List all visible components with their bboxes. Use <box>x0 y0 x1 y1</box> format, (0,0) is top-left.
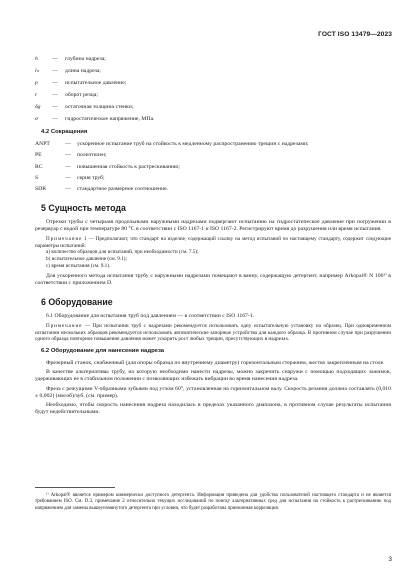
section-6-paragraph: Необходимо, чтобы скорость нанесения надреза находилась в пределах указанного диапазона, в противном случае результаты испытания будут недействительными. <box>35 401 391 416</box>
symbol: h <box>35 56 38 62</box>
abbreviation: ANPT <box>35 140 50 147</box>
symbol-row <box>35 116 391 123</box>
dash: — <box>65 186 71 193</box>
symbol: δg <box>35 104 41 111</box>
footnote-divider <box>35 487 115 488</box>
note-label: Примечание <box>46 236 83 243</box>
dash: — <box>52 80 58 87</box>
symbol: p <box>35 80 38 87</box>
symbol-description: оборот резца; <box>65 92 98 99</box>
symbol-row <box>35 56 391 63</box>
symbol: lₙ <box>35 68 39 75</box>
symbol: σ <box>35 116 38 123</box>
symbol-description: глубина надреза; <box>65 56 106 62</box>
section-6-paragraph: В качестве альтернативы трубу, на которую необходимо нанести надрезы, можно закрепить снаружи с помощью подходящих зажимов, удерживающих ее в стабильном положении с позволяющих избежать вибрации во время нанесения надреза. <box>35 369 391 383</box>
section-6-2-heading: 6.2 Оборудование для нанесения надреза <box>41 347 165 354</box>
abbreviation-description: ускоренное испытание труб на стойкость к медленному распространению трещин с надрезами; <box>77 140 309 147</box>
abbreviation-description: серия труб; <box>77 174 105 181</box>
abbreviation: SDR <box>35 186 47 193</box>
dash: — <box>65 140 71 147</box>
section-6-paragraph: Фреза с режущими V-образными зубьями под углом 60°, установленная на горизонтальном валу. Скорость резания должна составлять (0,010 ± 0,002) (мм/об)/зуб. (см. пример). <box>35 385 391 399</box>
section-5-paragraph: Отрезки трубы с четырьмя продольными наружными надрезами подвергают испытанию на гидростатическое давление при погружении в резервуар с водой при температуре 80 °С в соответствии с ISO 1167-1 и ISO 1167-2. Регистрируют время до разрушения или время испытания. <box>35 218 391 232</box>
section-6-paragraph: 6.1 Оборудование для испытания труб под давлением — в соответствии с ISO 1167-1. <box>46 312 255 319</box>
note-item: b) испытательное давление (см. 9.1); <box>46 255 127 262</box>
symbol-description: испытательное давление; <box>65 80 127 87</box>
abbreviation-row <box>35 141 391 148</box>
abbreviation-description: повышенная стойкость к растрескиванию; <box>77 163 180 170</box>
symbol: r <box>35 92 38 99</box>
abbreviation: RC <box>35 163 43 170</box>
note-item: c) время испытания (см. 9.1). <box>46 262 111 269</box>
abbreviation-description: стандартное размерное соотношение. <box>77 186 169 193</box>
symbol-row <box>35 104 391 111</box>
abbreviation-row <box>35 186 391 193</box>
dash: — <box>52 68 58 75</box>
symbol-row <box>35 68 391 75</box>
footnote: ¹⁾ Arkopal® является примером коммерчески доступного детергента. Информация приведена для удобства пользователей настоящего стандарта и не является требованием ISO. См. D.3, примечание 2 относительно текущих исследований по поиску альтернативных сред для испытания на стойкость к растрескиванию под напряжением для замены вышеупомянутого детергента при условии, что будет разработана приемлемая корреляция. <box>35 493 391 511</box>
abbreviation-row <box>35 164 391 171</box>
abbreviations-list <box>35 141 391 194</box>
abbreviation: S <box>35 174 39 181</box>
symbol-description: гидростатическое напряжение, МПа. <box>65 116 155 123</box>
section-5-heading: 5 Сущность метода <box>41 202 126 213</box>
abbreviation-row <box>35 152 391 159</box>
section-6-note <box>35 323 391 343</box>
note-text: — При испытании труб с надрезами рекомендуется использовать одну испытательную установку на образец. При одновременном испытании нескольких образцов рекомендуется использовать автоматические запорные устройства для каждого образца. В противном случае при разрушении одного образца повторное повышение давления может ускорить рост любых трещин, присутствующих в надрезах. <box>35 322 391 343</box>
page-number: 3 <box>388 556 392 563</box>
abbreviation-row <box>35 175 391 182</box>
symbol-row <box>35 92 391 99</box>
section-6-paragraph: Фрезерный станок, снабженный (для опоры образца по внутреннему диаметру) горизонтальным стержнем, жестко закрепленным на столе. <box>46 359 385 366</box>
note-label: Примечание <box>46 322 83 329</box>
dash: — <box>52 116 58 123</box>
dash: — <box>52 56 58 62</box>
page-body <box>35 56 391 418</box>
dash: — <box>65 152 71 159</box>
symbols-list <box>35 56 391 124</box>
section-6-heading: 6 Оборудование <box>41 296 113 307</box>
dash: — <box>52 104 58 111</box>
symbol-description: остаточная толщина стенки; <box>65 104 134 111</box>
section-5-paragraph: Для ускоренного метода испытания трубу с наружными надрезами помещают в ванну, содержащую детергент, например Arkopal® N 100¹⁾ в соответствии с приложением D. <box>35 273 391 287</box>
note-item: a) количество образцов для испытаний, при необходимости (см. 7.5); <box>46 249 199 256</box>
dash: — <box>65 163 71 170</box>
dash: — <box>52 92 58 99</box>
section-4-2-heading: 4.2 Сокращения <box>41 128 88 135</box>
note-text: 1 — Предполагают, что стандарт на изделие, содержащий ссылку на метод испытаний по настоящему стандарту, содержит следующие параметры испытаний: <box>35 236 392 249</box>
section-5-note <box>35 236 391 249</box>
symbol-row <box>35 80 391 87</box>
abbreviation-description: полиэтилен; <box>77 152 107 159</box>
symbol-description: длина надреза; <box>65 68 102 75</box>
abbreviation: PE <box>35 152 42 159</box>
standard-header: ГОСТ ISO 13479—2023 <box>318 31 392 38</box>
dash: — <box>65 174 71 181</box>
